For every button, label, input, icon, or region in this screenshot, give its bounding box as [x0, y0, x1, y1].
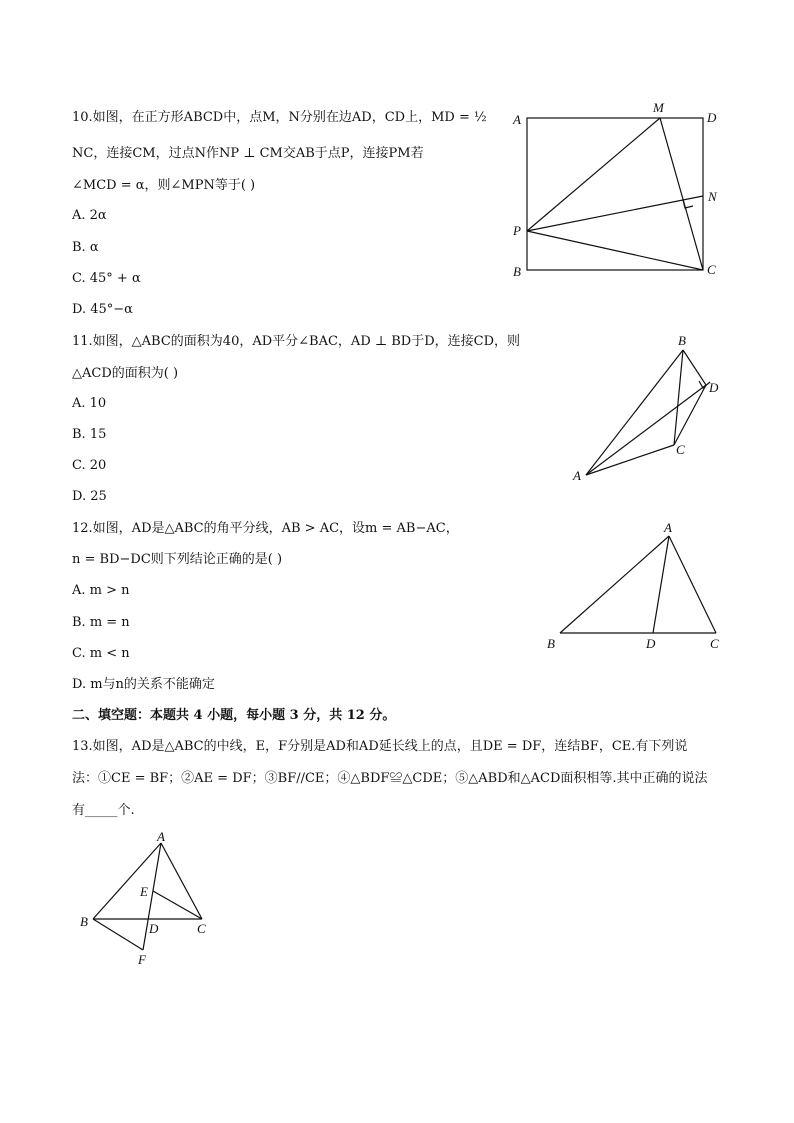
segment-ac [669, 536, 716, 633]
label-c: C [676, 442, 685, 457]
q10-option-c: C. 45° + α [72, 271, 141, 286]
label-p: P [513, 223, 521, 238]
q13-stem-line3: 有_____个. [72, 803, 135, 818]
label-f: F [138, 952, 146, 967]
square-abcd [527, 118, 703, 270]
section-heading-fill-blank: 二、填空题：本题共 4 小题，每小题 3 分，共 12 分。 [72, 708, 396, 723]
q10-stem-line1: 10.如图，在正方形ABCD中，点M，N分别在边AD，CD上，MD = ½ [72, 110, 487, 125]
label-d: D [646, 636, 656, 651]
label-b: B [547, 636, 555, 651]
q13-stem-line2: 法：①CE = BF；②AE = DF；③BF//CE；④△BDF≌△CDE；⑤△ABD和△ACD面积相等.其中正确的说法 [72, 771, 708, 786]
label-d: D [709, 380, 719, 395]
label-d: D [149, 921, 159, 936]
right-angle-mark [683, 200, 693, 208]
q11-option-d: D. 25 [72, 489, 107, 504]
q12-stem-line2: n = BD−DC则下列结论正确的是( ) [72, 552, 283, 567]
label-a: A [513, 112, 521, 127]
q11-stem-line2: △ACD的面积为( ) [72, 366, 179, 381]
q10-option-a: A. 2α [72, 208, 107, 223]
segment-pn [527, 196, 703, 231]
segment-pc [527, 231, 703, 270]
label-b: B [513, 264, 521, 279]
label-a: A [664, 520, 672, 535]
q10-stem-line2: NC，连接CM，过点N作NP ⊥ CM交AB于点P，连接PM若 [72, 146, 424, 161]
q11-option-b: B. 15 [72, 427, 107, 442]
q13-figure-triangle [75, 830, 225, 965]
label-c: C [710, 636, 719, 651]
q10-figure-square [505, 100, 745, 285]
q11-option-a: A. 10 [72, 396, 107, 411]
segment-bd [683, 350, 706, 385]
label-a: A [157, 829, 165, 844]
q10-option-b: B. α [72, 240, 99, 255]
segment-ab [560, 536, 669, 633]
segment-bf [93, 919, 143, 950]
q11-figure-triangle [565, 332, 725, 482]
q12-option-c: C. m < n [72, 646, 130, 661]
label-e: E [140, 884, 148, 899]
label-b: B [80, 914, 88, 929]
label-b: B [678, 333, 686, 348]
segment-ac [586, 445, 674, 475]
q11-stem-line1: 11.如图，△ABC的面积为40，AD平分∠BAC，AD ⊥ BD于D，连接CD，则 [72, 334, 521, 349]
q11-option-c: C. 20 [72, 458, 107, 473]
q10-stem-line3: ∠MCD = α，则∠MPN等于( ) [72, 178, 256, 193]
label-c: C [197, 921, 206, 936]
q12-stem-line1: 12.如图，AD是△ABC的角平分线，AB > AC，设m = AB−AC， [72, 521, 459, 536]
label-m: M [653, 100, 664, 115]
label-a: A [573, 468, 581, 483]
label-n: N [708, 189, 717, 204]
segment-pm [527, 118, 660, 231]
q12-option-a: A. m > n [72, 583, 130, 598]
segment-mc [660, 118, 703, 270]
q12-option-b: B. m = n [72, 615, 130, 630]
q10-option-d: D. 45°−α [72, 302, 133, 317]
q12-figure-triangle [540, 520, 730, 655]
segment-ad [653, 536, 669, 633]
segment-ab [93, 843, 161, 919]
label-d: D [707, 110, 717, 125]
q12-option-d: D. m与n的关系不能确定 [72, 677, 215, 692]
q13-stem-line1: 13.如图，AD是△ABC的中线，E，F分别是AD和AD延长线上的点，且DE = DF，连结BF，CE.有下列说 [72, 739, 688, 754]
label-c: C [707, 262, 716, 277]
